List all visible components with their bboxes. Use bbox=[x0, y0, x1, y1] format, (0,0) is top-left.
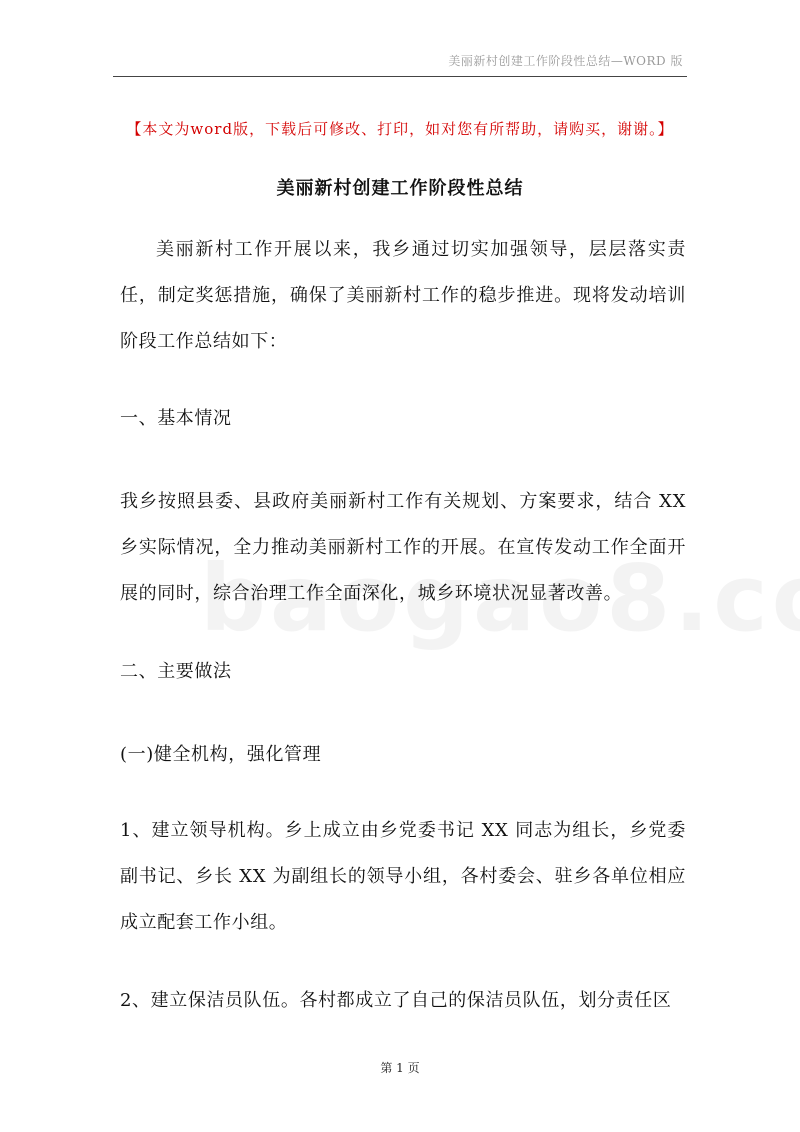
intro-paragraph: 美丽新村工作开展以来，我乡通过切实加强领导，层层落实责任，制定奖惩措施，确保了美丽新村工作的稳步推进。现将发动培训阶段工作总结如下： bbox=[120, 239, 686, 352]
header-title: 美丽新村创建工作阶段性总结—WORD 版 bbox=[448, 54, 683, 68]
document-title: 美丽新村创建工作阶段性总结 bbox=[276, 178, 524, 199]
subsection-heading: (一)健全机构，强化管理 bbox=[120, 744, 322, 765]
header-rule bbox=[113, 76, 687, 77]
watermark bbox=[200, 545, 800, 652]
notice-banner: 【本文为word版，下载后可修改、打印，如对您有所帮助，请购买，谢谢。】 bbox=[126, 120, 674, 138]
list-item-1: 1、建立领导机构。乡上成立由乡党委书记 XX 同志为组长，乡党委副书记、乡长 XX 为副组长的领导小组，各村委会、驻乡各单位相应成立配套工作小组。 bbox=[120, 820, 686, 933]
list-item-2: 2、建立保洁员队伍。各村都成立了自己的保洁员队伍，划分责任区 bbox=[120, 990, 672, 1011]
section-heading-basic: 一、基本情况 bbox=[120, 408, 232, 429]
section-body-basic: 我乡按照县委、县政府美丽新村工作有关规划、方案要求，结合 XX 乡实际情况，全力推动美丽新村工作的开展。在宣传发动工作全面开展的同时，综合治理工作全面深化，城乡环境状况显著改善。 bbox=[120, 491, 686, 604]
page-number: 第 1 页 bbox=[380, 1061, 420, 1075]
section-heading-methods: 二、主要做法 bbox=[120, 661, 232, 682]
